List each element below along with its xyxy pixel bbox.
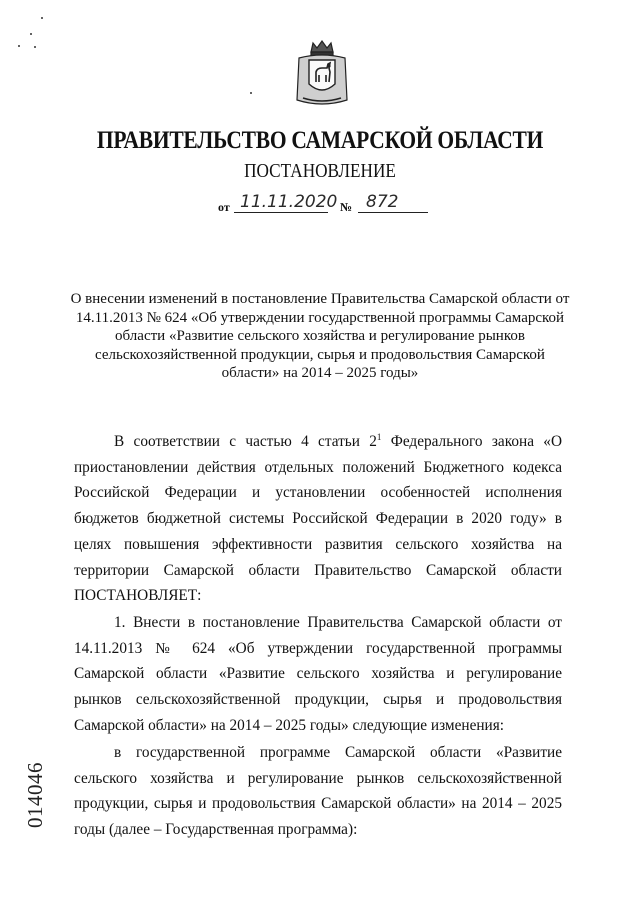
preamble-text-start: В соответствии с частью 4 статьи 2 [114, 433, 377, 450]
item-1-text: 1. Внести в постановление Правительства Самарской области от 14.11.2013 № 624 «Об утверждении государственной программы Самарской области «Развитие сельского хозяйства и регулирование рынков сельскохозяйственной продукции, сырья и продовольствия Самарской области» на 2014 – 2025 годы» следующие изменения: [74, 614, 562, 734]
registration-stamp-number: 014046 [23, 762, 47, 828]
date-number-line [218, 192, 438, 216]
article-superscript: 1 [376, 431, 382, 442]
date-handwritten: 11.11.2020 [240, 192, 338, 212]
program-changes-text: в государственной программе Самарской области «Развитие сельского хозяйства и регулирование рынков сельскохозяйственной продукции, сырья и продовольствия Самарской области» на 2014 – 2025 годы (далее – Государственная программа): [74, 744, 562, 839]
coat-of-arms-emblem [293, 38, 351, 110]
number-handwritten: 872 [366, 192, 399, 212]
paragraph-preamble [74, 429, 562, 609]
preamble-text-end: Федерального закона «О приостановлении действия отдельных положений Бюджетного кодекса Российской Федерации и установлении особенностей исполнения бюджетов бюджетной системы Российской Федерации в 2020 году» в целях повышения эффективности развития сельского хозяйства на территории Самарской области Правительство Самарской области ПОСТАНОВЛЯЕТ: [74, 433, 562, 605]
number-prefix: № [340, 200, 353, 214]
paragraph-program-changes [74, 740, 562, 843]
number-underline [358, 212, 428, 213]
document-type: ПОСТАНОВЛЕНИЕ [244, 160, 396, 182]
date-prefix: от [218, 200, 230, 214]
document-subject: О внесении изменений в постановление Правительства Самарской области от 14.11.2013 № 624 «Об утверждении государственной программы Самарской области «Развитие сельского хозяйства и регулирование рынков сельскохозяйственной продукции, сырья и продовольствия Самарской области» на 2014 – 2025 годы» [70, 291, 570, 381]
date-underline [234, 212, 328, 213]
paragraph-item-1 [74, 610, 562, 739]
government-title: ПРАВИТЕЛЬСТВО САМАРСКОЙ ОБЛАСТИ [96, 127, 544, 154]
